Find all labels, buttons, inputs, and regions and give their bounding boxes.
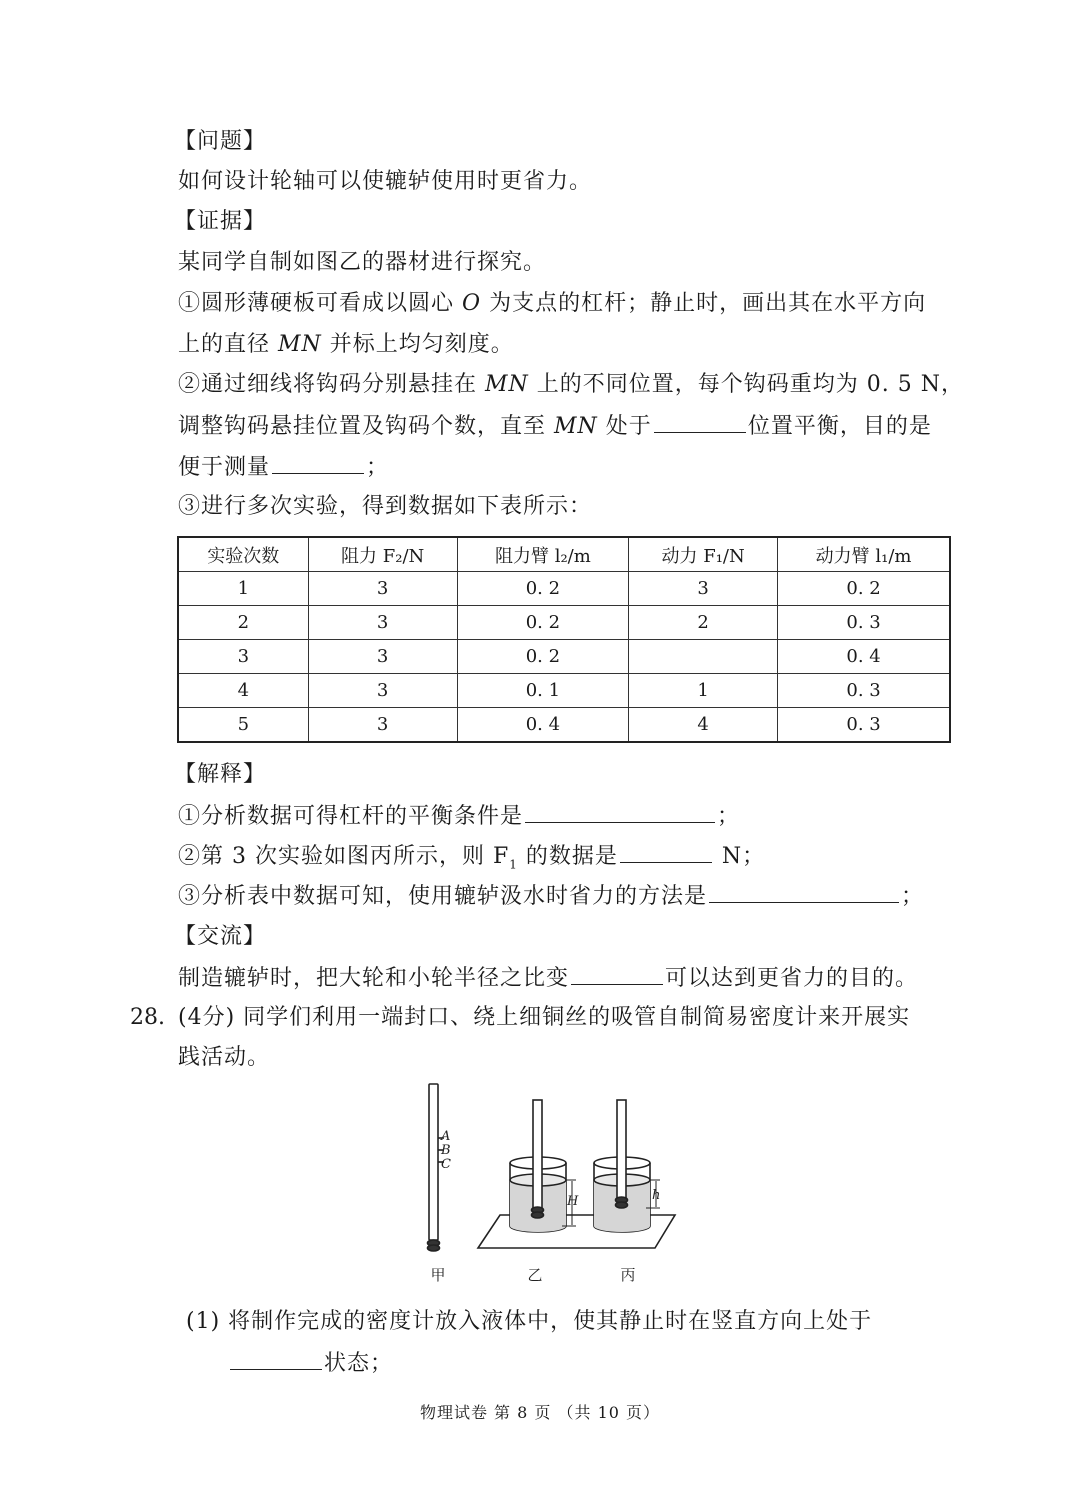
q28-sub1-line2 xyxy=(228,1343,393,1384)
figure-yi-label: 乙 xyxy=(527,1266,543,1284)
depth-H-label: H xyxy=(567,1194,579,1209)
table-row xyxy=(178,674,950,708)
step2-line1 xyxy=(178,365,964,405)
table-cell: 0. 4 xyxy=(778,640,950,674)
explain1-text-b: ； xyxy=(717,804,741,829)
step2-text-b: 上的不同位置，每个钩码重均为 0. 5 N， xyxy=(536,372,965,397)
explain3-text-b: ； xyxy=(901,884,925,909)
step1-text-c: 上的直径 xyxy=(178,332,271,357)
mn-label: MN xyxy=(485,372,529,397)
table-header: 动力臂 l₁/m xyxy=(778,537,950,572)
table-cell: 3 xyxy=(308,708,457,743)
table-cell: 4 xyxy=(178,674,308,708)
page-footer: 物理试卷 第 8 页 （共 10 页） xyxy=(419,1403,661,1422)
step1-line1 xyxy=(178,284,926,324)
step1-line2 xyxy=(178,325,514,365)
table-cell-blank[interactable] xyxy=(629,640,778,674)
table-cell: 3 xyxy=(629,572,778,606)
answer-blank[interactable] xyxy=(272,447,364,474)
explain-heading: 【解释】 xyxy=(174,762,267,787)
table-row xyxy=(178,572,950,606)
explain1-line xyxy=(178,796,740,837)
exchange-heading: 【交流】 xyxy=(174,924,267,949)
question-number: 28. xyxy=(130,1005,165,1030)
step3-text: ③进行多次实验，得到数据如下表所示： xyxy=(178,494,593,519)
step2-text-g: ； xyxy=(366,455,390,480)
table-header: 阻力臂 l₂/m xyxy=(457,537,628,572)
explain2-text-a: ②第 3 次实验如图丙所示，则 F xyxy=(178,844,510,869)
table-header: 动力 F₁/N xyxy=(629,537,778,572)
exchange-text-a: 制造辘轳时，把大轮和小轮半径之比变 xyxy=(178,966,570,991)
table-cell: 0. 3 xyxy=(778,606,950,640)
answer-blank[interactable] xyxy=(709,876,899,903)
explain3-text-a: ③分析表中数据可知，使用辘轳汲水时省力的方法是 xyxy=(178,884,708,909)
table-cell: 1 xyxy=(178,572,308,606)
table-row xyxy=(178,640,950,674)
explain2-text-c: N； xyxy=(721,844,766,869)
answer-blank[interactable] xyxy=(230,1343,322,1370)
table-header: 实验次数 xyxy=(178,537,308,572)
explain1-text-a: ①分析数据可得杠杆的平衡条件是 xyxy=(178,804,524,829)
figure-bing-label: 丙 xyxy=(620,1266,636,1284)
table-cell: 0. 2 xyxy=(457,606,628,640)
figure-jia-label: 甲 xyxy=(430,1266,446,1284)
table-cell: 0. 2 xyxy=(457,572,628,606)
mn-label: MN xyxy=(554,414,598,439)
table-cell: 0. 4 xyxy=(457,708,628,743)
step2-line2 xyxy=(178,406,932,447)
step2-text-f: 便于测量 xyxy=(178,455,271,480)
explain2-text-b: 的数据是 xyxy=(525,844,618,869)
table-cell: 0. 3 xyxy=(778,708,950,743)
table-cell: 3 xyxy=(178,640,308,674)
table-header: 阻力 F₂/N xyxy=(308,537,457,572)
step2-text-a: ②通过细线将钩码分别悬挂在 xyxy=(178,372,478,397)
answer-blank[interactable] xyxy=(525,796,715,823)
mark-c-label: C xyxy=(441,1157,451,1172)
beaker-yi xyxy=(510,1100,576,1232)
step2-line3 xyxy=(178,447,389,488)
evidence-heading: 【证据】 xyxy=(174,209,267,234)
answer-blank[interactable] xyxy=(620,836,712,863)
q28-line2: 践活动。 xyxy=(178,1045,271,1070)
table-cell: 3 xyxy=(308,640,457,674)
table-cell: 0. 1 xyxy=(457,674,628,708)
answer-blank[interactable] xyxy=(654,406,746,433)
step1-text-d: 并标上均匀刻度。 xyxy=(329,332,514,357)
data-table xyxy=(177,536,951,743)
mark-b-label: B xyxy=(441,1143,451,1158)
point-o-label: O xyxy=(462,291,482,316)
table-row xyxy=(178,708,950,743)
step2-text-d: 处于 xyxy=(605,414,652,439)
table-cell: 0. 2 xyxy=(457,640,628,674)
exchange-line xyxy=(178,958,918,999)
q28-sub1-text-b: 状态； xyxy=(324,1351,394,1376)
step2-text-c: 调整钩码悬挂位置及钩码个数，直至 xyxy=(178,414,547,439)
table-header-row xyxy=(178,537,950,572)
step2-text-e: 位置平衡，目的是 xyxy=(747,414,932,439)
step1-text-a: ①圆形薄硬板可看成以圆心 xyxy=(178,291,455,316)
table-cell: 3 xyxy=(308,606,457,640)
densimeter-figure xyxy=(400,1080,700,1290)
table-cell: 5 xyxy=(178,708,308,743)
table-cell: 0. 2 xyxy=(778,572,950,606)
beaker-bing xyxy=(594,1100,660,1232)
depth-h-label: h xyxy=(652,1188,661,1203)
table-cell: 4 xyxy=(629,708,778,743)
mn-label: MN xyxy=(278,332,322,357)
explain3-line xyxy=(178,876,924,917)
f1-subscript: 1 xyxy=(509,857,518,872)
table-cell: 1 xyxy=(629,674,778,708)
table-cell: 0. 3 xyxy=(778,674,950,708)
table-cell: 2 xyxy=(178,606,308,640)
table-row xyxy=(178,606,950,640)
answer-blank[interactable] xyxy=(571,958,663,985)
problem-text: 如何设计轮轴可以使辘轳使用时更省力。 xyxy=(178,169,593,194)
table-cell: 2 xyxy=(629,606,778,640)
exchange-text-b: 可以达到更省力的目的。 xyxy=(665,966,919,991)
problem-heading: 【问题】 xyxy=(174,129,267,154)
q28-sub1-line1: (1) 将制作完成的密度计放入液体中，使其静止时在竖直方向上处于 xyxy=(186,1309,873,1334)
q28-line1: (4分) 同学们利用一端封口、绕上细铜丝的吸管自制简易密度计来开展实 xyxy=(178,1005,911,1030)
mark-a-label: A xyxy=(441,1129,451,1144)
step1-text-b: 为支点的杠杆；静止时，画出其在水平方向 xyxy=(489,291,927,316)
evidence-intro: 某同学自制如图乙的器材进行探究。 xyxy=(178,250,547,275)
table-cell: 3 xyxy=(308,572,457,606)
table-cell: 3 xyxy=(308,674,457,708)
